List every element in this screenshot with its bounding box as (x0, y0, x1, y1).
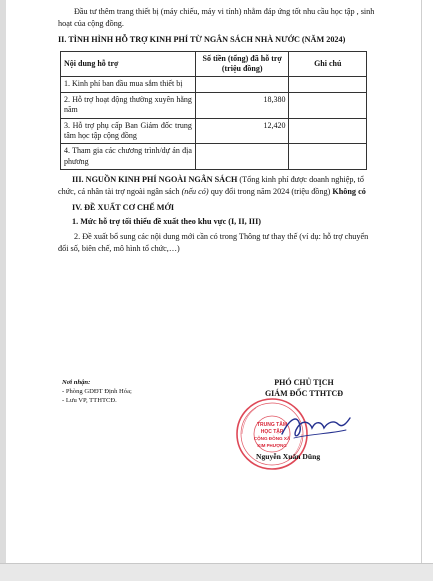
row-content: 1. Kinh phí ban đầu mua sắm thiết bị (61, 77, 196, 92)
row-note (289, 77, 367, 92)
header-content: Nội dung hỗ trợ (61, 51, 196, 77)
table-row (61, 118, 367, 144)
signature-title-1: PHÓ CHỦ TỊCH (274, 378, 334, 387)
section-3-text-italic: (nếu có) (181, 187, 209, 197)
svg-text:HỌC TẬP: HỌC TẬP (260, 429, 284, 435)
table-row (61, 77, 367, 92)
table-header-row (61, 51, 367, 77)
row-amount (195, 144, 289, 170)
section-3-answer: Không có (332, 187, 366, 197)
document-content (58, 6, 378, 255)
signer-name: Nguyễn Xuân Dũng (256, 452, 321, 461)
recipients-block (62, 378, 132, 406)
section-4-item-2: 2. Đề xuất bổ sung các nội dung mới cần có trong Thông tư thay thế (ví dụ: hỗ trợ chuyển đổi số, biên chế, mô hình tổ chức,…) (58, 231, 369, 253)
section-4-title: IV. ĐỀ XUẤT CƠ CHẾ MỚI (72, 202, 175, 212)
table-row (61, 92, 367, 118)
row-content: 3. Hỗ trợ phụ cấp Ban Giám đốc trung tâm học tập cộng đồng (61, 118, 196, 144)
section-2-title: II. TÌNH HÌNH HỖ TRỢ KINH PHÍ TỪ NGÂN SÁCH NHÀ NƯỚC (NĂM 2024) (58, 34, 346, 44)
svg-text:CỘNG ĐỒNG XÃ: CỘNG ĐỒNG XÃ (253, 436, 291, 441)
svg-text:KIM PHƯỢNG: KIM PHƯỢNG (257, 443, 287, 448)
section-4-item-1: 1. Mức hỗ trợ tối thiểu đề xuất theo khu vực (I, II, III) (72, 216, 262, 226)
section-3-title: III. NGUỒN KINH PHÍ NGOÀI NGÂN SÁCH (72, 175, 238, 185)
section-3-paragraph (58, 174, 378, 198)
recipient-item: - Phòng GDĐT Định Hóa; (62, 388, 132, 396)
handwritten-signature-icon (276, 404, 354, 448)
section-3-text-a: (Tổng kinh phí được doanh nghiệp, tổ chức, cá nhân tài trợ ngoài ngân sách (58, 175, 364, 197)
signature-title-2: GIÁM ĐỐC TTHTCĐ (264, 388, 344, 398)
table-row (61, 144, 367, 170)
header-amount: Số tiền (tổng) đã hỗ trợ (triệu đồng) (195, 51, 289, 77)
row-amount: 18,380 (195, 92, 289, 118)
section-3-text-b: quy đổi trong năm 2024 (triệu đồng) (208, 187, 333, 197)
row-note (289, 92, 367, 118)
row-amount: 12,420 (195, 118, 289, 144)
intro-paragraph: Đầu tư thêm trang thiết bị (máy chiếu, máy vi tính) nhằm đáp ứng tốt nhu cầu học tập , sinh hoạt của cộng đồng. (58, 7, 375, 28)
row-amount (195, 77, 289, 92)
viewer-bottom-bar (0, 563, 433, 581)
document-page (6, 0, 422, 563)
row-note (289, 118, 367, 144)
recipient-item: - Lưu VP, TTHTCĐ. (62, 397, 117, 405)
row-content: 4. Tham gia các chương trình/dự án địa phương (61, 144, 196, 170)
header-note: Ghi chú (289, 51, 367, 77)
svg-text:TRUNG TÂM: TRUNG TÂM (257, 422, 287, 428)
recipients-label: Nơi nhận: (62, 379, 91, 386)
row-content: 2. Hỗ trợ hoạt động thường xuyên hằng năm (61, 92, 196, 118)
row-note (289, 144, 367, 170)
support-table (60, 51, 367, 171)
